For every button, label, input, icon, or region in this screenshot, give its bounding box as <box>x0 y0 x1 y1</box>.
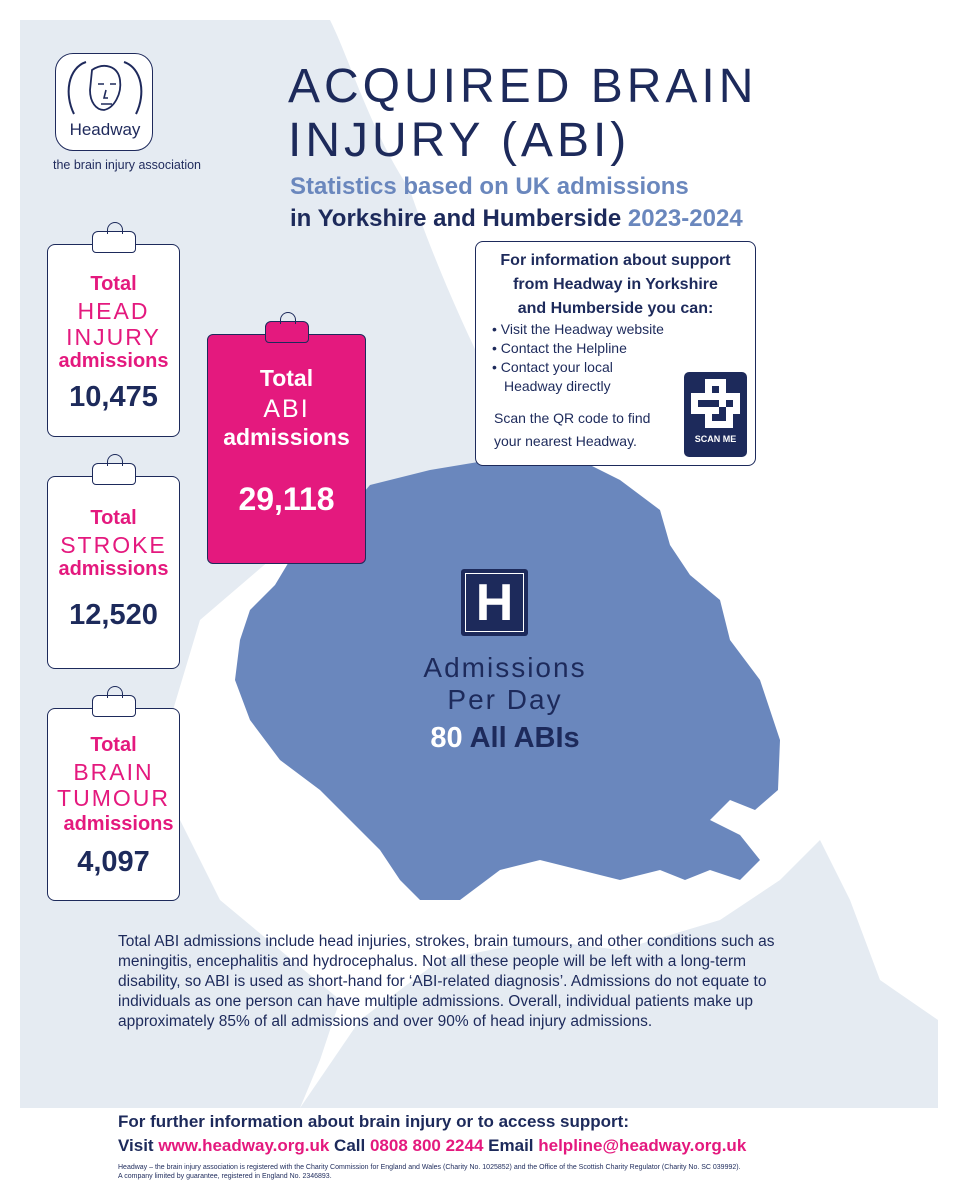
per-day-line-1: Admissions <box>423 652 587 683</box>
clipboard-clip-icon <box>92 695 136 717</box>
footer-line-1: For further information about brain injury or to access support: <box>118 1112 629 1131</box>
email-label: Email <box>488 1136 534 1155</box>
subtitle-2 <box>290 205 743 233</box>
brain-tumour-admissions: admissions <box>63 813 174 835</box>
head-injury-label-1: HEAD <box>77 298 150 324</box>
subtitle-1: Statistics based on UK admissions <box>290 173 689 200</box>
stroke-total: Total <box>90 507 137 529</box>
head-injury-card <box>47 244 180 437</box>
per-day-stat <box>380 722 630 755</box>
scan-instructions <box>494 407 654 453</box>
per-day-label: All ABIs <box>469 722 580 754</box>
head-injury-admissions: admissions <box>58 350 169 372</box>
page-title <box>288 60 757 168</box>
abi-card <box>207 334 366 564</box>
hospital-letter: H <box>465 573 524 632</box>
phone-link[interactable]: 0808 800 2244 <box>369 1136 484 1155</box>
info-heading-line-1: For information about support <box>500 252 731 269</box>
info-list <box>492 320 664 396</box>
qr-code-icon <box>691 379 740 428</box>
abi-label: ABI <box>263 395 310 423</box>
abi-admissions: admissions <box>223 424 350 450</box>
info-item-local: • Contact your local <box>492 358 664 377</box>
brain-tumour-total: Total <box>90 734 137 756</box>
qr-code[interactable] <box>684 372 747 457</box>
clipboard-clip-icon <box>92 231 136 253</box>
per-day-line-2: Per Day <box>447 684 563 715</box>
subtitle-years: 2023-2024 <box>627 205 743 232</box>
logo-name: Headway <box>69 120 141 139</box>
brain-tumour-card <box>47 708 180 901</box>
info-heading-line-3: and Humberside you can: <box>517 300 714 317</box>
email-link[interactable]: helpline@headway.org.uk <box>538 1136 747 1155</box>
abi-value: 29,118 <box>238 481 335 517</box>
clipboard-clip-icon <box>265 321 309 343</box>
logo-tagline: the brain injury association <box>53 158 201 172</box>
title-line-1: ACQUIRED BRAIN <box>288 60 758 113</box>
brain-tumour-value: 4,097 <box>77 846 150 878</box>
scan-line-1: Scan the QR code to find <box>494 410 651 426</box>
scan-me-label: SCAN ME <box>694 434 737 444</box>
scan-line-2: your nearest Headway. <box>494 433 637 449</box>
stroke-card <box>47 476 180 669</box>
fine-print-line-2: A company limited by guarantee, registered in England No. 2346893. <box>118 1173 332 1180</box>
stroke-admissions: admissions <box>58 558 169 580</box>
head-injury-label-2: INJURY <box>66 324 161 350</box>
explanatory-note: Total ABI admissions include head injuries, strokes, brain tumours, and other conditions such as meningitis, encephalitis and hydrocephalus. Not all these people will be left with a long-term disability, so ABI is used as short-hand for ‘ABI-related diagnosis’. Admissions do not equate to individuals as one person can have multiple admissions. Overall, individual patients make up approximately 85% of all admissions and over 90% of head injury admissions. <box>118 933 775 1030</box>
footer-contact <box>118 1136 746 1156</box>
abi-total: Total <box>259 365 314 391</box>
fine-print-line-1: Headway – the brain injury association is registered with the Charity Commission for England and Wales (Charity No. 1025852) and the Office of the Scottish Charity Regulator (Charity No. SC 039992). <box>118 1164 741 1171</box>
website-link[interactable]: www.headway.org.uk <box>158 1136 330 1155</box>
subtitle-region: in Yorkshire and Humberside <box>290 205 622 232</box>
admissions-per-day <box>380 652 630 716</box>
hospital-icon <box>461 569 528 636</box>
fine-print <box>118 1163 838 1181</box>
visit-label: Visit <box>118 1136 154 1155</box>
info-item-website: • Visit the Headway website <box>492 320 664 339</box>
head-injury-total: Total <box>90 273 137 295</box>
brain-tumour-label-1: BRAIN <box>73 759 154 785</box>
title-line-2: INJURY (ABI) <box>288 114 631 167</box>
info-heading-line-2: from Headway in Yorkshire <box>513 276 718 293</box>
head-injury-value: 10,475 <box>69 381 158 413</box>
stroke-value: 12,520 <box>69 599 158 631</box>
support-info-box <box>475 241 756 466</box>
info-item-helpline: • Contact the Helpline <box>492 339 664 358</box>
stroke-label: STROKE <box>60 532 167 558</box>
per-day-value: 80 <box>430 722 463 754</box>
clipboard-clip-icon <box>92 463 136 485</box>
brain-tumour-label-2: TUMOUR <box>57 785 170 811</box>
face-hands-icon <box>56 54 154 120</box>
call-label: Call <box>334 1136 366 1155</box>
headway-logo <box>55 53 153 151</box>
info-heading <box>476 249 755 321</box>
info-item-local-cont: Headway directly <box>504 378 611 394</box>
